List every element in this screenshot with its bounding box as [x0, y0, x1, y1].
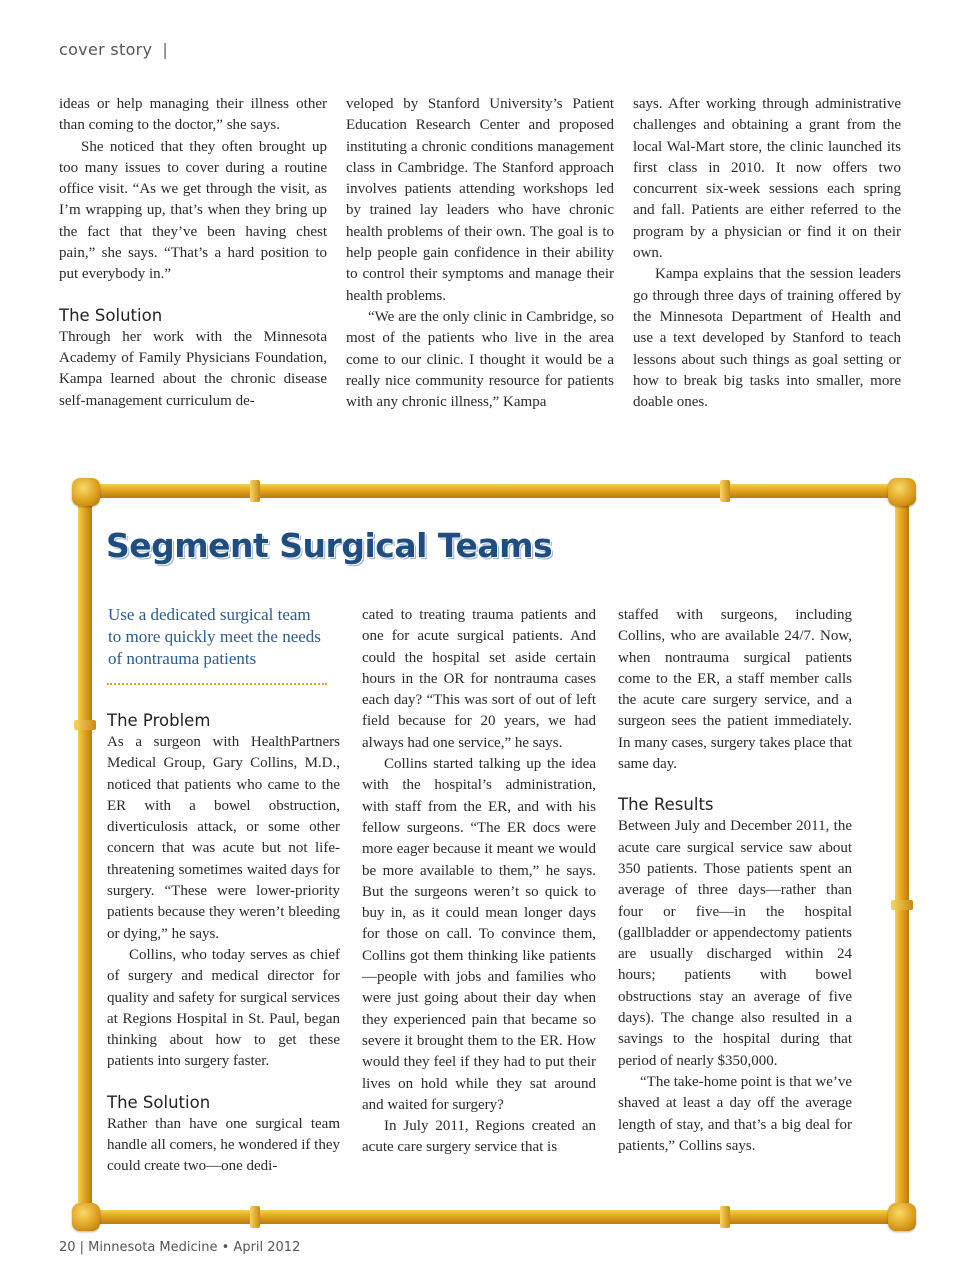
- paragraph: ideas or help managing their illness other than coming to the doctor,” she says.: [59, 96, 327, 134]
- paragraph: She noticed that they often brought up too many issues to cover during a routine office visit. “As we get through the visit, as I’m wrapping up, that’s when they bring up the fact that they’ve been having chest pain,” she says. “That’s a hard position to put everybody in.”: [59, 138, 327, 283]
- pipe-corner-top-right: [888, 478, 916, 506]
- sidebar-title: Segment Surgical Teams: [106, 526, 553, 565]
- sidebar-intro: Use a dedicated surgical team to more quickly meet the needs of nontrauma patients: [108, 605, 321, 668]
- pipe-coupling: [250, 1206, 260, 1228]
- sidebar-column-3: [618, 605, 852, 1157]
- article-column-3: [633, 94, 901, 413]
- paragraph: Rather than have one surgical team handle all comers, he wondered if they could create two—one dedi-: [107, 1115, 340, 1175]
- running-header: [59, 40, 168, 59]
- sidebar-column-1: [107, 710, 340, 1178]
- pipe-bottom: [92, 1210, 900, 1224]
- section-heading-solution: The Solution: [59, 305, 163, 325]
- dotted-divider: [107, 683, 327, 685]
- article-column-2: [346, 94, 614, 413]
- pipe-coupling: [720, 480, 730, 502]
- section-heading-results: The Results: [618, 795, 714, 815]
- section-heading-solution: The Solution: [107, 1092, 211, 1112]
- pipe-coupling: [720, 1206, 730, 1228]
- paragraph: cated to treating trauma patients and one for acute surgical patients. And could the hospital set aside certain hours in the OR for nontrauma cases each day? “This was sort of out of left field because for 20 years, we had always had one service,” he says.: [362, 607, 596, 751]
- sidebar-column-2: [362, 605, 596, 1159]
- pipe-coupling: [250, 480, 260, 502]
- paragraph: staffed with surgeons, including Collins, who are available 24/7. Now, when nontrauma surgical patients come to the ER, a staff member calls the acute care surgery service, and a surgeon sees the patient immediately. In many cases, surgery takes place that same day.: [618, 607, 852, 773]
- paragraph: Collins, who today serves as chief of surgery and medical director for quality and safety for surgical services at Regions Hospital in St. Paul, began thinking about how to get these patients into surgery faster.: [107, 946, 340, 1070]
- pipe-corner-bottom-left: [72, 1203, 100, 1231]
- paragraph: In July 2011, Regions created an acute care surgery service that is: [362, 1118, 596, 1156]
- pipe-left: [78, 496, 92, 1212]
- paragraph: “We are the only clinic in Cambridge, so most of the patients who live in the area come to our clinic. I thought it would be a really nice community resource for patients with any chronic illness,” Kampa: [346, 308, 614, 411]
- header-separator: |: [162, 40, 169, 59]
- paragraph: Kampa explains that the session leaders go through three days of training offered by the Minnesota Department of Health and use a text developed by Stanford to teach lessons about such things as goal setting or how to break big tasks into smaller, more doable ones.: [633, 266, 901, 411]
- pipe-top: [92, 484, 900, 498]
- article-column-1: [59, 94, 327, 412]
- paragraph: As a surgeon with HealthPartners Medical Group, Gary Collins, M.D., noticed that patients who came to the ER with a bowel obstruction, diverticulosis attack, or some other concern that was acute but not life-threatening sometimes waited days for surgery. “These were lower-priority patients because they weren’t bleeding or dying,” he says.: [107, 734, 340, 942]
- paragraph: Between July and December 2011, the acute care surgical service saw about 350 patients. Those patients spent an average of three days—rather than four or five—in the hospital (gallbladder or appendectomy patients are usually discharged within 24 hours; patients with bowel obstructions stay an average of five days). The change also resulted in a savings to the hospital during that period of nearly $350,000.: [618, 818, 852, 1069]
- section-label: cover story: [59, 40, 153, 59]
- paragraph: “The take-home point is that we’ve shaved at least a day off the average length of stay, and that’s a big deal for patients,” Collins says.: [618, 1073, 853, 1154]
- pipe-corner-top-left: [72, 478, 100, 506]
- paragraph: says. After working through administrative challenges and obtaining a grant from the local Wal-Mart store, the clinic launched its first class in 2010. It now offers two concurrent six-week sessions each spring and fall. Patients are either referred to the program by a physician or find it on their own.: [633, 96, 901, 262]
- pipe-corner-bottom-right: [888, 1203, 916, 1231]
- paragraph: Through her work with the Minnesota Academy of Family Physicians Foundation, Kampa learned about the chronic disease self-management curriculum de-: [59, 328, 327, 409]
- paragraph: Collins started talking up the idea with the hospital’s administration, with staff from the ER, and with his fellow surgeons. “The ER docs were more eager because it meant we would be more available to them,” he says. But the surgeons weren’t so quick to buy in, as it could mean longer days for those on call. To convince them, Collins got them thinking like patients—people with jobs and families who were just going about their day when they experienced pain that became so severe it brought them to the ER. How would they feel if they had to put their lives on hold while they sat around and waited for surgery?: [362, 756, 596, 1113]
- page-footer: 20 | Minnesota Medicine • April 2012: [59, 1240, 301, 1255]
- pipe-coupling: [891, 900, 913, 910]
- pipe-coupling: [74, 720, 96, 730]
- paragraph: veloped by Stanford University’s Patient Education Research Center and proposed instituting a chronic conditions management class in Cambridge. The Stanford approach involves patients attending workshops led by trained lay leaders who have chronic health problems of their own. The goal is to help people gain confidence in their ability to control their symptoms and manage their health problems.: [346, 96, 614, 304]
- pipe-right: [895, 496, 909, 1212]
- section-heading-problem: The Problem: [107, 711, 211, 730]
